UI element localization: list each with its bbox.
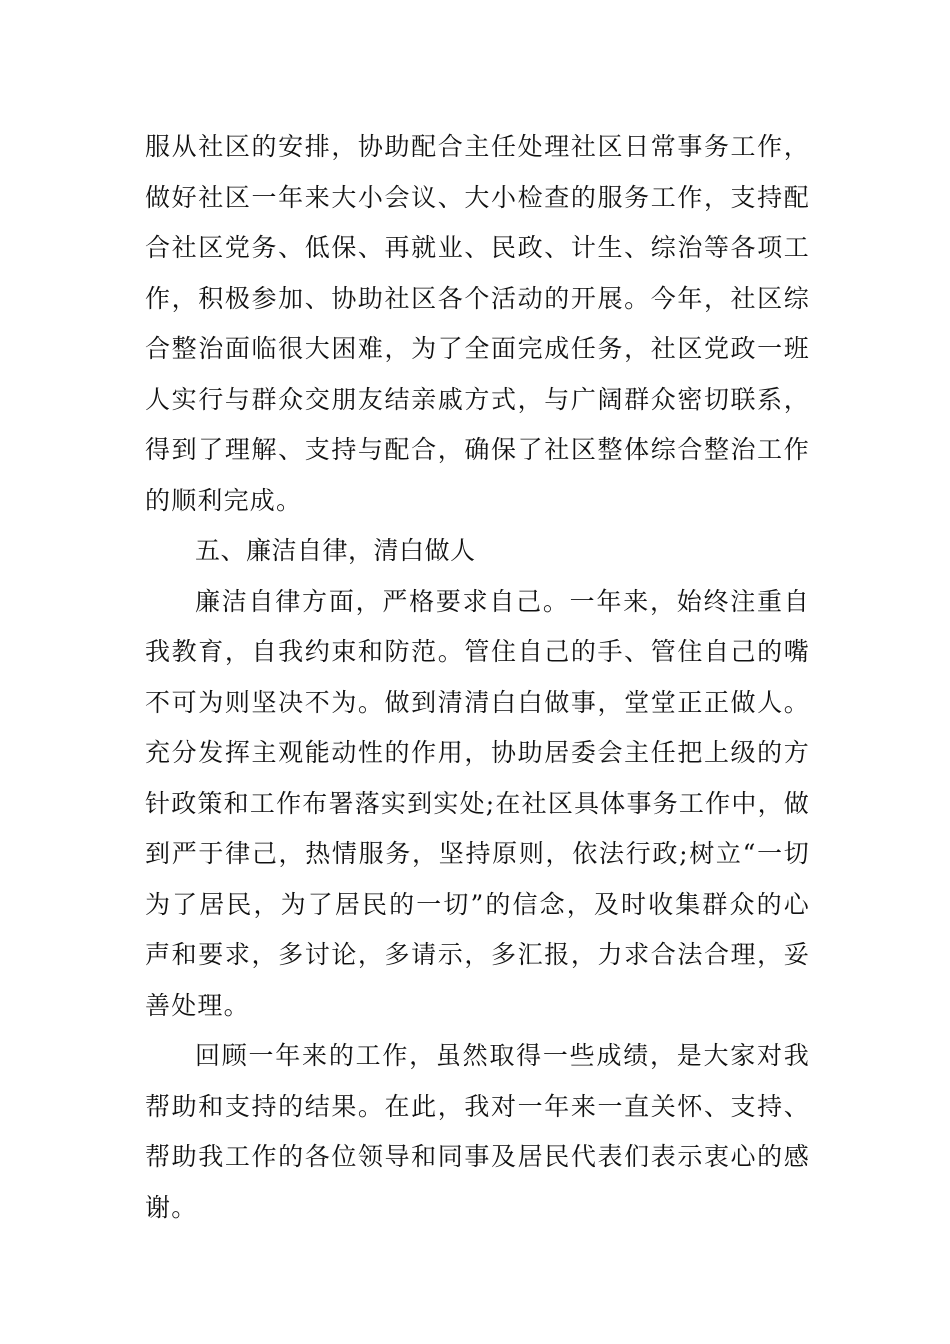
paragraph-gratitude: 回顾一年来的工作，虽然取得一些成绩，是大家对我帮助和支持的结果。在此，我对一年来一直关怀、支持、帮助我工作的各位领导和同事及居民代表们表示衷心的感谢。 [145,1041,810,1222]
document-body [145,122,810,1233]
paragraph-community-work: 服从社区的安排，协助配合主任处理社区日常事务工作，做好社区一年来大小会议、大小检查的服务工作，支持配合社区党务、低保、再就业、民政、计生、综治等各项工作，积极参加、协助社区各个活动的开展。今年，社区综合整治面临很大困难，为了全面完成任务，社区党政一班人实行与群众交朋友结亲戚方式，与广阔群众密切联系，得到了理解、支持与配合，确保了社区整体综合整治工作的顺利完成。 [145,132,810,515]
paragraph-self-discipline: 廉洁自律方面，严格要求自己。一年来，始终注重自我教育，自我约束和防范。管住自己的手、管住自己的嘴不可为则坚决不为。做到清清白白做事，堂堂正正做人。充分发挥主观能动性的作用，协助居委会主任把上级的方针政策和工作布署落实到实处;在社区具体事务工作中，做到严于律己，热情服务，坚持原则，依法行政;树立“一切为了居民，为了居民的一切”的信念，及时收集群众的心声和要求，多讨论，多请示，多汇报，力求合法合理，妥善处理。 [145,586,810,1020]
section-heading-integrity: 五、廉洁自律，清白做人 [195,536,476,565]
